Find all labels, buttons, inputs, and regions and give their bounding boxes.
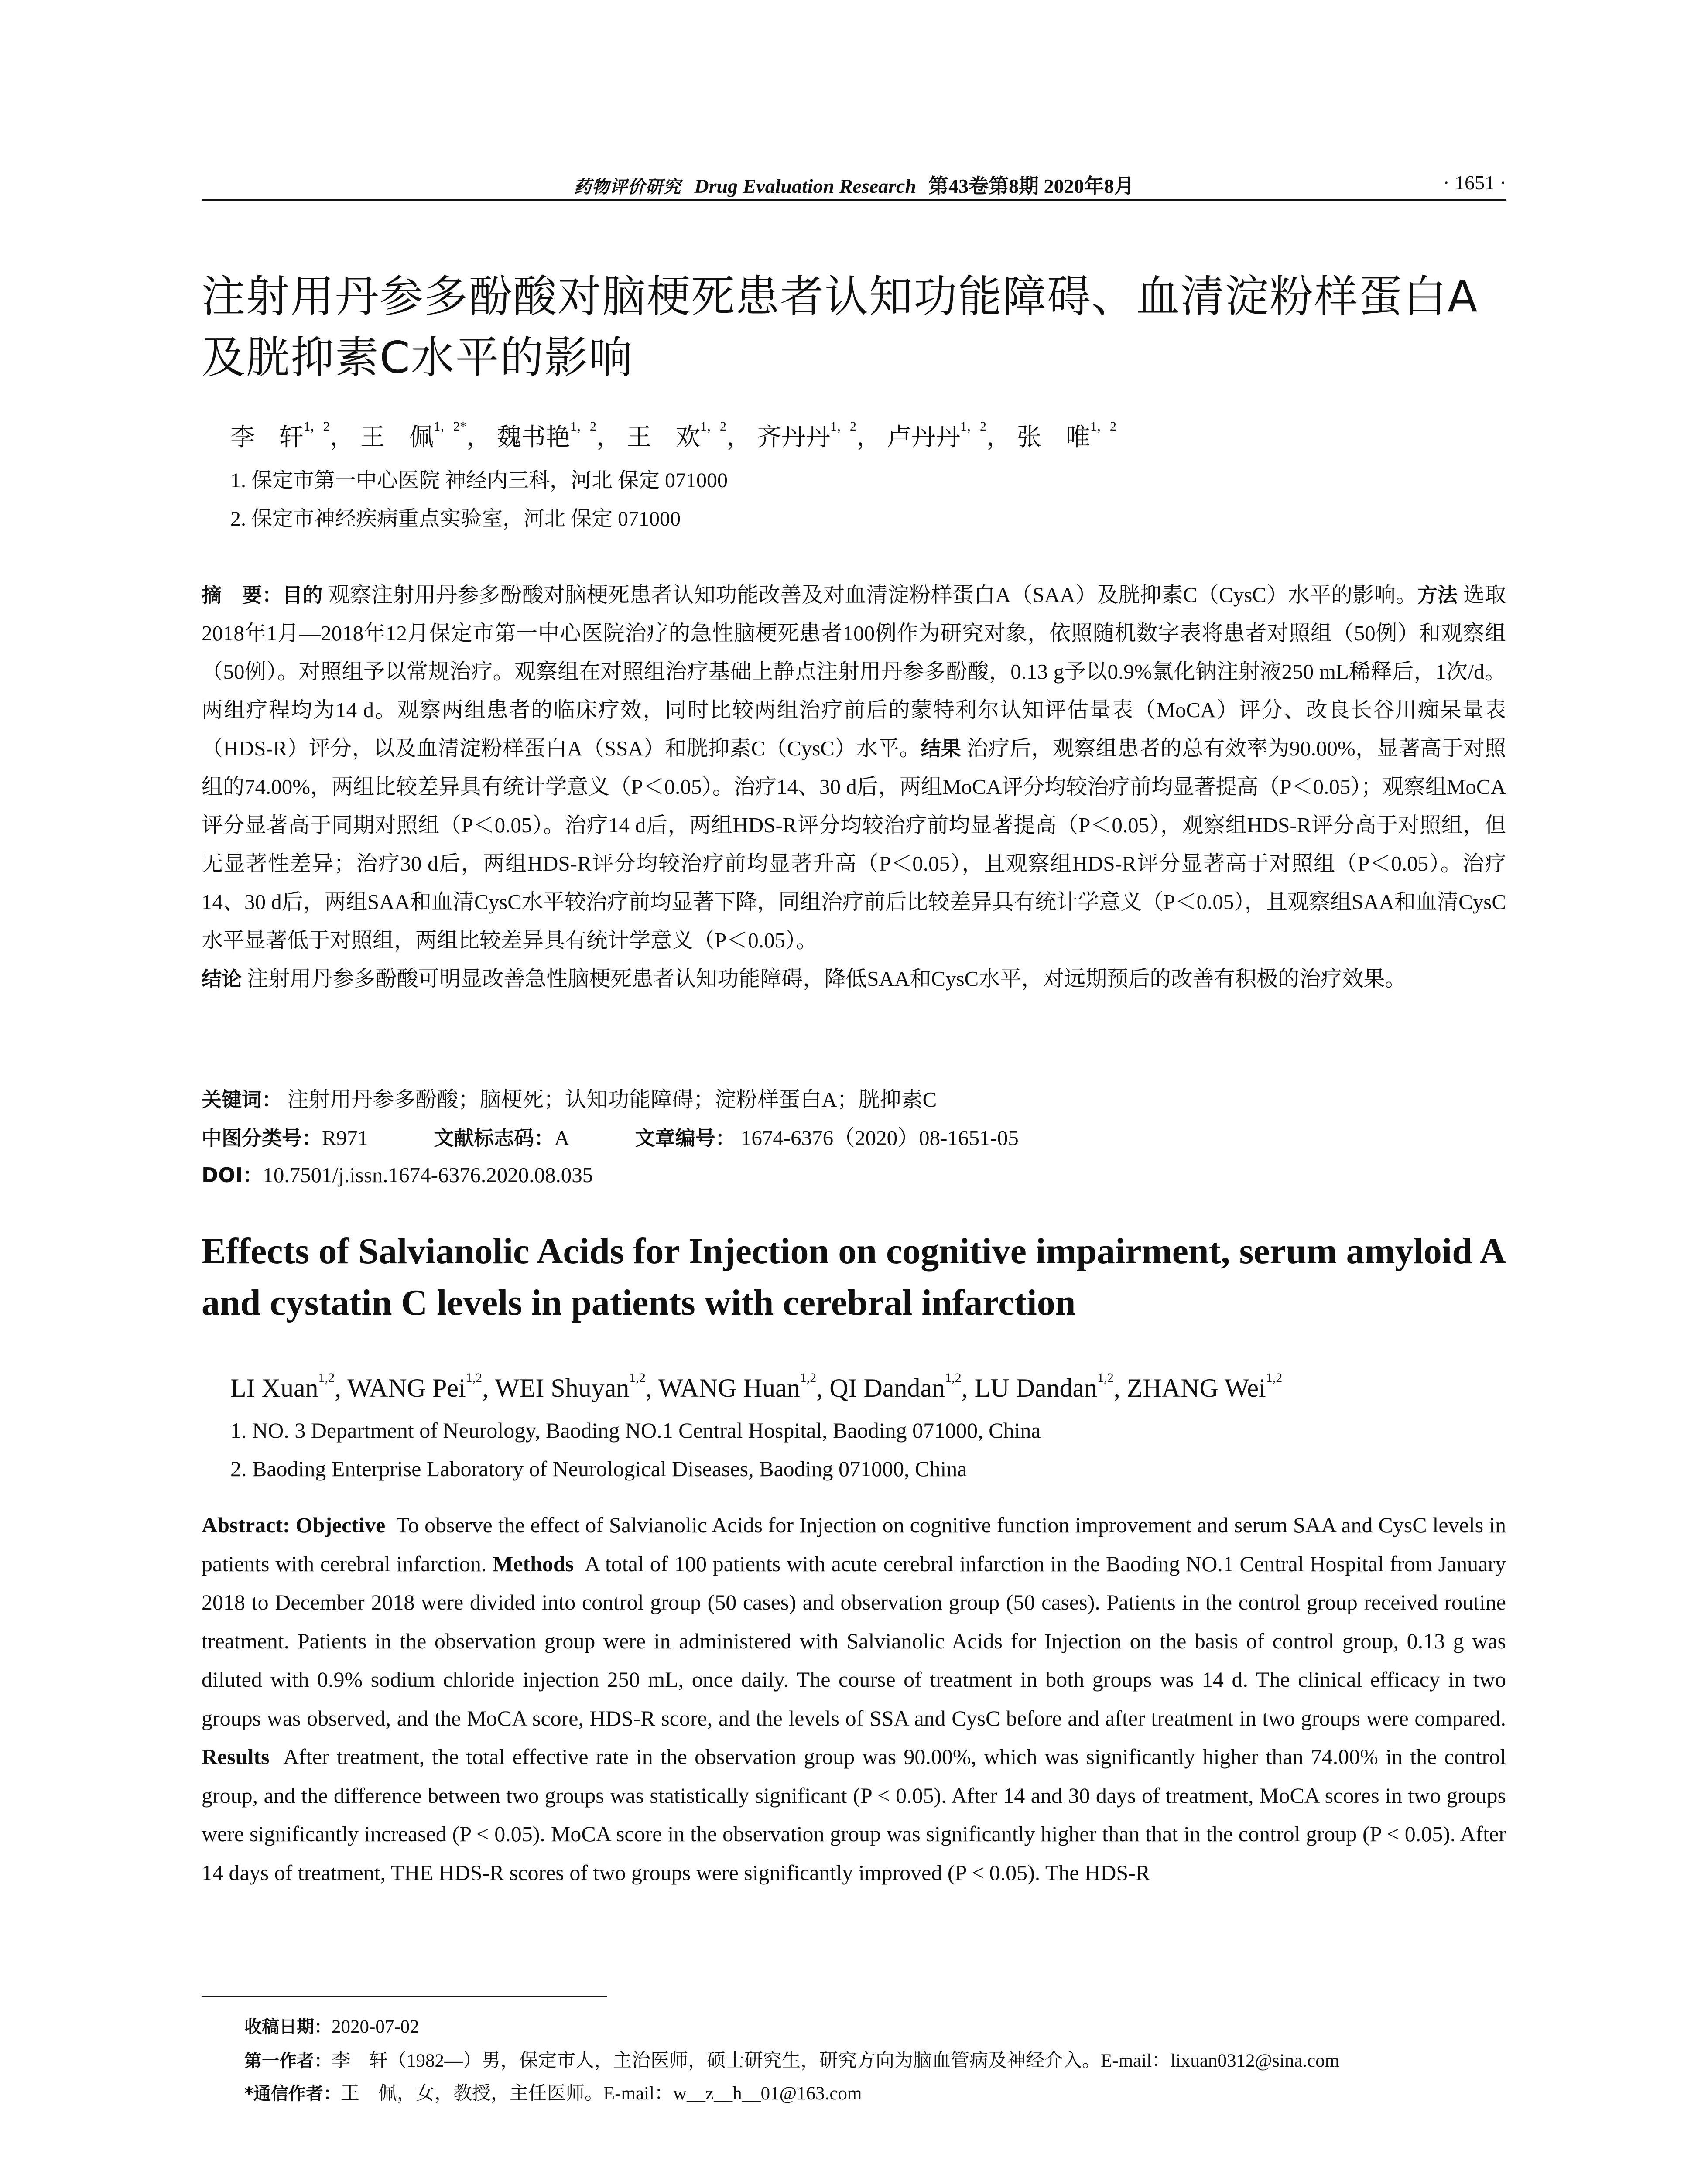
author-affiliation-mark: 1，2	[830, 419, 856, 434]
author-name: LU Dandan	[974, 1374, 1098, 1402]
author-separator: ，	[596, 424, 621, 451]
received-label: 收稿日期：	[244, 2017, 332, 2037]
chinese-abstract	[202, 576, 1506, 998]
author-affiliation-mark: 1,2	[1097, 1371, 1114, 1385]
clc-label: 中图分类号：	[202, 1126, 322, 1150]
corresponding-author-note	[244, 2078, 862, 2105]
objective-text: 观察注射用丹参多酚酸对脑梗死患者认知功能改善及对血清淀粉样蛋白A（SAA）及胱抑素C（CysC）水平的影响。	[328, 583, 1417, 607]
english-title: Effects of Salvianolic Acids for Injection on cognitive impairment, serum amyloid A and cystatin C levels in patients with cerebral infarction	[202, 1231, 1506, 1323]
corresponding-label: *通信作者：	[244, 2084, 341, 2104]
author-separator: ,	[482, 1374, 495, 1402]
received-date-note	[244, 2013, 419, 2038]
journal-issue: 第43卷第8期 2020年8月	[928, 175, 1134, 197]
results-label: Results	[202, 1744, 270, 1769]
author-name: QI Dandan	[829, 1374, 945, 1402]
author-separator: ,	[961, 1374, 975, 1402]
corresponding-text: 王 佩，女，教授，主任医师。E-mail：w__z__h__01@163.com	[340, 2083, 862, 2104]
objective-label: Objective	[295, 1513, 386, 1537]
methods-label: 方法	[1417, 583, 1458, 607]
chinese-affiliation-1: 1. 保定市第一中心医院 神经内三科，河北 保定 071000	[230, 469, 728, 492]
first-author-text: 李 轩（1982—）男，保定市人，主治医师，硕士研究生，研究方向为脑血管病及神经介入。E-mail：lixuan0312@sina.com	[332, 2051, 1340, 2071]
author-name: 张 唯	[1017, 424, 1090, 451]
author-separator: ，	[986, 424, 1011, 451]
document-code-value: A	[554, 1126, 570, 1150]
author-separator: ，	[330, 424, 354, 451]
keywords-line	[202, 1083, 937, 1113]
author-name: ZHANG Wei	[1126, 1374, 1266, 1402]
author-separator: ，	[466, 424, 491, 451]
journal-name: Drug Evaluation Research	[694, 175, 917, 197]
author-affiliation-mark: 1，2	[700, 419, 726, 434]
footnote-rule	[202, 1996, 607, 1997]
abstract-label: Abstract:	[202, 1513, 290, 1537]
author-separator: ，	[726, 424, 751, 451]
author-separator: ,	[816, 1374, 830, 1402]
article-number-label: 文章编号：	[635, 1126, 736, 1150]
classification-line	[202, 1121, 1019, 1152]
author-name: 李 轩	[230, 424, 304, 451]
author-affiliation-mark: 1，2	[960, 419, 986, 434]
abstract-label: 摘 要：	[202, 583, 283, 607]
methods-text: A total of 100 patients with acute cerebral infarction in the Baoding NO.1 Central Hospital from January 2018 to December 2018 were divided into control group (50 cases) and observation group (50 cases). Patients in the control group received routine treatment. Patients in the observation group were in administered with Salvianolic Acids for Injection on the basis of control group, 0.13 g was diluted with 0.9% sodium chloride injection 250 mL, once daily. The course of treatment in both groups was 14 d. The clinical efficacy in two groups was observed, and the MoCA score, HDS-R score, and the levels of SSA and CysC before and after treatment in two groups were compared.	[202, 1551, 1506, 1730]
author-affiliation-mark: 1，2	[304, 419, 330, 434]
english-abstract	[202, 1506, 1506, 1892]
keywords-label: 关键词：	[202, 1088, 282, 1111]
author-affiliation-mark: 1,2	[800, 1371, 817, 1385]
author-affiliation-mark: 1，2	[570, 419, 596, 434]
author-name: 王 欢	[627, 424, 700, 451]
journal-line	[202, 170, 1506, 199]
author-separator: ,	[335, 1374, 348, 1402]
objective-text: To observe the effect of Salvianolic Acids for Injection on cognitive function improvement and serum SAA and CysC levels in patients with cerebral infarction.	[202, 1513, 1506, 1576]
author-affiliation-mark: 1,2	[629, 1371, 646, 1385]
methods-text: 选取2018年1月—2018年12月保定市第一中心医院治疗的急性脑梗死患者100例作为研究对象，依照随机数字表将患者对照组（50例）和观察组（50例）。对照组予以常规治疗。观察组在对照组治疗基础上静点注射用丹参多酚酸，0.13 g予以0.9%氯化钠注射液250 mL稀释后，1次/d。两组疗程均为14 d。观察两组患者的临床疗效，同时比较两组治疗前后的蒙特利尔认知评估量表（MoCA）评分、改良长谷川痴呆量表（HDS-R）评分，以及血清淀粉样蛋白A（SSA）和胱抑素C（CysC）水平。	[202, 583, 1506, 760]
keywords-text: 注射用丹参多酚酸；脑梗死；认知功能障碍；淀粉样蛋白A；胱抑素C	[287, 1087, 937, 1111]
english-affiliation-1: 1. NO. 3 Department of Neurology, Baoding NO.1 Central Hospital, Baoding 071000, China	[230, 1418, 1041, 1443]
author-name: LI Xuan	[230, 1374, 318, 1402]
chinese-title: 注射用丹参多酚酸对脑梗死患者认知功能障碍、血清淀粉样蛋白A及胱抑素C水平的影响	[202, 271, 1479, 383]
author-name: 王 佩	[360, 424, 434, 451]
chinese-authors	[230, 418, 1116, 453]
english-affiliation-2: 2. Baoding Enterprise Laboratory of Neurological Diseases, Baoding 071000, China	[230, 1456, 967, 1481]
received-value: 2020-07-02	[332, 2017, 419, 2037]
author-affiliation-mark: 1，2	[1090, 419, 1116, 434]
results-text: 治疗后，观察组患者的总有效率为90.00%，显著高于对照组的74.00%，两组比较差异具有统计学意义（P＜0.05）。治疗14、30 d后，两组MoCA评分均较治疗前均显著提高（P＜0.05）；观察组MoCA评分显著高于同期对照组（P＜0.05）。治疗14 d后，两组HDS-R评分均较治疗前均显著提高（P＜0.05），观察组HDS-R评分高于对照组，但无显著性差异；治疗30 d后，两组HDS-R评分均较治疗前均显著升高（P＜0.05），且观察组HDS-R评分显著高于对照组（P＜0.05）。治疗14、30 d后，两组SAA和血清CysC水平较治疗前均显著下降，同组治疗前后比较差异具有统计学意义（P＜0.05），且观察组SAA和血清CysC水平显著低于对照组，两组比较差异具有统计学意义（P＜0.05）。	[202, 736, 1506, 952]
conclusion-label: 结论	[202, 967, 242, 991]
journal-logo: 药物评价研究	[574, 177, 681, 197]
first-author-note	[244, 2046, 1339, 2072]
results-text: After treatment, the total effective rate in the observation group was 90.00%, which was significantly higher than 74.00% in the control group, and the difference between two groups was statistically significant (P < 0.05). After 14 and 30 days of treatment, MoCA scores in two groups were significantly increased (P < 0.05). MoCA score in the observation group was significantly higher than that in the control group (P < 0.05). After 14 days of treatment, THE HDS-R scores of two groups were significantly improved (P < 0.05). The HDS-R	[202, 1744, 1506, 1885]
page-number: · 1651 ·	[1443, 171, 1506, 194]
author-separator: ,	[645, 1374, 658, 1402]
clc-value: R971	[322, 1126, 369, 1150]
author-separator: ，	[856, 424, 881, 451]
author-affiliation-mark: 1,2	[1266, 1371, 1283, 1385]
running-header	[202, 168, 1506, 201]
article-number-value: 1674-6376（2020）08-1651-05	[740, 1126, 1019, 1150]
author-name: 卢丹丹	[887, 424, 960, 451]
author-name: WEI Shuyan	[495, 1374, 630, 1402]
results-label: 结果	[921, 737, 962, 760]
author-name: 齐丹丹	[757, 424, 830, 451]
doi-value: 10.7501/j.issn.1674-6376.2020.08.035	[263, 1163, 593, 1187]
first-author-label: 第一作者：	[244, 2051, 332, 2071]
author-affiliation-mark: 1,2	[945, 1371, 962, 1385]
english-authors	[230, 1373, 1282, 1403]
author-affiliation-mark: 1,2	[466, 1371, 483, 1385]
methods-label: Methods	[493, 1551, 574, 1576]
author-separator: ,	[1113, 1374, 1127, 1402]
document-code-label: 文献标志码：	[434, 1126, 555, 1150]
author-name: 魏书艳	[497, 424, 570, 451]
conclusion-text: 注射用丹参多酚酸可明显改善急性脑梗死患者认知功能障碍，降低SAA和CysC水平，对远期预后的改善有积极的治疗效果。	[247, 967, 1407, 991]
author-affiliation-mark: 1,2	[318, 1371, 335, 1385]
author-name: WANG Huan	[658, 1374, 800, 1402]
doi-line	[202, 1159, 593, 1188]
objective-label: 目的	[282, 583, 323, 607]
doi-label: DOI：	[202, 1163, 263, 1187]
chinese-affiliation-2: 2. 保定市神经疾病重点实验室，河北 保定 071000	[230, 507, 681, 530]
author-name: WANG Pei	[347, 1374, 466, 1402]
author-affiliation-mark: 1，2*	[434, 419, 466, 434]
